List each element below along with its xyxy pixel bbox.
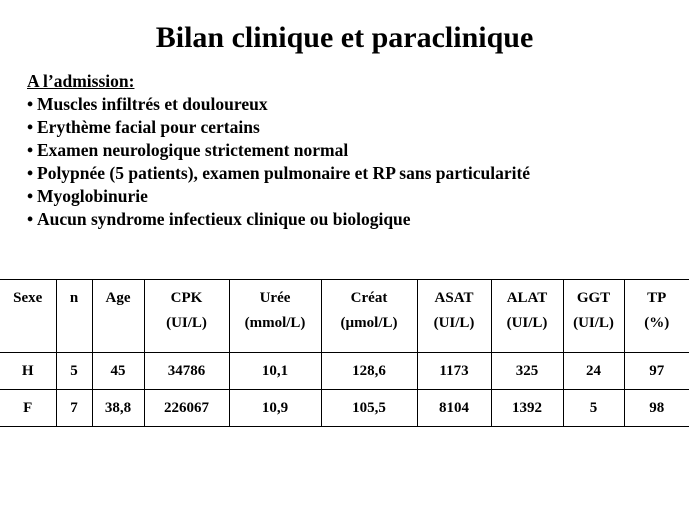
column-header-unit: (mmol/L): [244, 315, 306, 331]
table-cell: 1392: [491, 390, 563, 427]
table-cell: 38,8: [92, 390, 144, 427]
bullet-text: Muscles infiltrés et douloureux: [37, 94, 268, 114]
table-cell: 98: [624, 390, 689, 427]
bullet-item-syndrome-infectieux: [27, 208, 530, 231]
bullet-icon: •: [27, 140, 34, 160]
column-header-unit: (%): [644, 315, 670, 331]
column-header-label: ASAT: [434, 290, 474, 306]
column-header-ggt: [563, 280, 624, 353]
column-header-unit: (UI/L): [573, 315, 614, 331]
bullet-text: Erythème facial pour certains: [37, 117, 260, 137]
table-cell: 226067: [144, 390, 229, 427]
column-header-label: Sexe: [13, 290, 43, 306]
column-header-unit: (UI/L): [433, 315, 475, 331]
bullet-item-examen-neuro: [27, 139, 530, 162]
bullet-text: Myoglobinurie: [37, 186, 148, 206]
column-header-label: Créat: [350, 290, 388, 306]
column-header-age: [92, 280, 144, 353]
bullet-item-erytheme: [27, 116, 530, 139]
bullet-item-myoglobinurie: [27, 185, 530, 208]
admission-bullet-list: [27, 93, 530, 231]
column-header-n: [56, 280, 92, 353]
table-row-h: [0, 353, 689, 390]
table-cell: 97: [624, 353, 689, 390]
bullet-icon: •: [27, 163, 34, 183]
column-header-label: n: [69, 290, 79, 306]
table-cell: 1173: [417, 353, 491, 390]
biology-results-table: [0, 279, 689, 427]
column-header-cpk: [144, 280, 229, 353]
column-header-label: GGT: [576, 290, 611, 306]
table-cell: 10,9: [229, 390, 321, 427]
column-header-unit: (µmol/L): [340, 315, 398, 331]
table-cell: F: [0, 390, 56, 427]
bullet-text: Examen neurologique strictement normal: [37, 140, 349, 160]
table-cell: H: [0, 353, 56, 390]
column-header-label: CPK: [170, 290, 203, 306]
column-header-creat: [321, 280, 417, 353]
column-header-uree: [229, 280, 321, 353]
table-cell: 45: [92, 353, 144, 390]
table-cell: 24: [563, 353, 624, 390]
admission-heading: A l’admission:: [27, 71, 135, 91]
bullet-text: Polypnée (5 patients), examen pulmonaire et RP sans particularité: [37, 163, 531, 183]
column-header-sexe: [0, 280, 56, 353]
table-cell: 10,1: [229, 353, 321, 390]
bullet-item-polypnee: [27, 162, 530, 185]
column-header-tp: [624, 280, 689, 353]
table-cell: 105,5: [321, 390, 417, 427]
column-header-label: TP: [647, 290, 667, 306]
column-header-asat: [417, 280, 491, 353]
bullet-icon: •: [27, 186, 34, 206]
table-cell: 8104: [417, 390, 491, 427]
bullet-icon: •: [27, 117, 34, 137]
column-header-label: Urée: [259, 290, 291, 306]
bullet-icon: •: [27, 94, 34, 114]
column-header-alat: [491, 280, 563, 353]
table-row-f: [0, 390, 689, 427]
admission-section: [27, 70, 530, 231]
table-cell: 7: [56, 390, 92, 427]
column-header-unit: (UI/L): [166, 315, 207, 331]
table-header-row: [0, 280, 689, 353]
table-cell: 325: [491, 353, 563, 390]
column-header-label: ALAT: [506, 290, 548, 306]
table-cell: 5: [56, 353, 92, 390]
bullet-item-muscles: [27, 93, 530, 116]
table-cell: 5: [563, 390, 624, 427]
column-header-unit: (UI/L): [506, 315, 548, 331]
table-cell: 34786: [144, 353, 229, 390]
bullet-icon: •: [27, 209, 34, 229]
bullet-text: Aucun syndrome infectieux clinique ou biologique: [37, 209, 411, 229]
column-header-label: Age: [105, 290, 131, 306]
slide-title: Bilan clinique et paraclinique: [155, 21, 534, 54]
table-cell: 128,6: [321, 353, 417, 390]
